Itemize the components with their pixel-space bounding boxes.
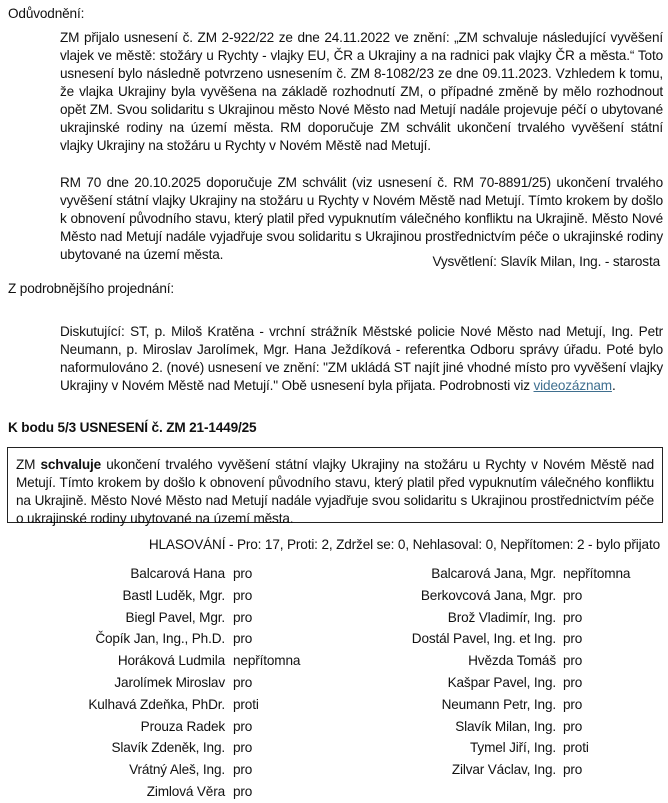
- member-vote: nepřítomna: [233, 653, 301, 669]
- member-name: Kulhavá Zdeňka, PhDr.: [88, 696, 225, 712]
- discussion-heading: Z podrobnějšího projednání:: [8, 281, 174, 296]
- resolution-text: ukončení trvalého vyvěšení státní vlajky Ukrajiny na stožáru u Rychty v Novém Městě nad Metují. Tímto krokem by došlo k obnovení původního stavu, který platil před vypuknutím válečného konfliktu na Ukrajině. Město Nové Město nad Metují nadále vyjadřuje svou solidaritu s Ukrajinou prostřednictvím péče o ukrajinské rodiny ubytované na území města.: [16, 457, 654, 526]
- resolution-title: K bodu 5/3 USNESENÍ č. ZM 21-1449/25: [8, 420, 257, 435]
- member-name: Tymel Jiří, Ing.: [470, 740, 556, 756]
- vote-row: [0, 674, 668, 692]
- member-name: Kašpar Pavel, Ing.: [447, 675, 556, 690]
- member-vote: pro: [563, 609, 583, 625]
- member-name: Vrátný Aleš, Ing.: [129, 762, 225, 778]
- member-vote: pro: [233, 762, 253, 778]
- discussion-text: Diskutující: ST, p. Miloš Kratěna - vrchní strážník Městské policie Nové Město nad Metují, Ing. Petr Neumann, p. Miroslav Jarolímek, Mgr. Hana Ježdíková - referentka Odboru správy úřadu. Poté bylo naformulováno 2. (nové) usnesení ve znění: "ZM ukládá ST najít jiné vhodné místo pro vyvěšení vlajky Ukrajiny v Novém Městě nad Metují." Obě usnesení byla přijata. Podrobnosti viz: [60, 324, 663, 393]
- member-name: Biegl Pavel, Mgr.: [125, 609, 225, 625]
- member-vote: proti: [233, 696, 259, 712]
- reasoning-paragraph-2: RM 70 dne 20.10.2025 doporučuje ZM schválit (viz usnesení č. RM 70-8891/25) ukončení trvalého vyvěšení státní vlajky Ukrajiny na stožáru u Rychty v Novém Městě nad Metují. Tímto krokem by došlo k obnovení původního stavu, který platil před vypuknutím válečného konfliktu na Ukrajině. Město Nové Město nad Metují nadále vyjadřuje svou solidaritu s Ukrajinou prostřednictvím péče o ukrajinské rodiny ubytované na území města.: [60, 175, 663, 262]
- member-name: Horáková Ludmila: [117, 653, 225, 669]
- member-vote: pro: [233, 609, 253, 625]
- member-vote: pro: [563, 653, 583, 669]
- member-name: Balcarová Jana, Mgr.: [431, 566, 556, 581]
- member-name: Bastl Luděk, Mgr.: [122, 587, 225, 603]
- member-name: Balcarová Hana: [130, 566, 225, 581]
- vote-row: [0, 587, 668, 605]
- vote-row: [0, 609, 668, 627]
- member-vote: pro: [563, 675, 583, 690]
- member-name: Berkovcová Jana, Mgr.: [420, 587, 556, 603]
- member-vote: pro: [233, 587, 253, 603]
- vote-row: [0, 652, 668, 670]
- vote-row: [0, 761, 668, 779]
- member-name: Prouza Radek: [140, 718, 225, 734]
- resolution-box: [7, 447, 663, 526]
- member-name: Dostál Pavel, Ing. et Ing.: [411, 631, 556, 647]
- discussion-end: .: [611, 378, 616, 393]
- reasoning-paragraph-1: ZM přijalo usnesení č. ZM 2-922/22 ze dne 24.11.2022 ve znění: „ZM schvaluje následující vyvěšení vlajek ve městě: stožáry u Rychty - vlajky EU, ČR a Ukrajiny a na radnici pak vlajky ČR a města.“ Toto usnesení bylo následně potvrzeno usnesením č. ZM 8-1082/23 ze dne 09.11.2023. Vzhledem k tomu, že vlajka Ukrajiny byla vyvěšena na základě rozhodnutí ZM, o případné změně by mělo rozhodnout opět ZM. Svou solidaritu s Ukrajinou město Nové Město nad Metují nadále projevuje péčí o ubytované ukrajinské rodiny na území města. RM doporučuje ZM schválit ukončení trvalého vyvěšení státní vlajky Ukrajiny na stožáru u Rychty v Novém Městě nad Metují.: [60, 30, 663, 153]
- vote-row: [0, 739, 668, 757]
- member-vote: pro: [233, 566, 253, 581]
- vote-row: [0, 783, 668, 801]
- video-recording-link[interactable]: videozáznam: [533, 378, 612, 393]
- vote-row: [0, 565, 668, 583]
- vote-row: [0, 630, 668, 648]
- vote-row: [0, 696, 668, 714]
- member-vote: pro: [233, 718, 253, 734]
- member-name: Hvězda Tomáš: [468, 653, 556, 669]
- vote-summary: HLASOVÁNÍ - Pro: 17, Proti: 2, Zdržel se: 0, Nehlasoval: 0, Nepřítomen: 2 - bylo přijato: [148, 537, 660, 552]
- resolution-subject: ZM: [16, 457, 36, 472]
- member-name: Brož Vladimír, Ing.: [447, 609, 556, 625]
- member-name: Neumann Petr, Ing.: [441, 696, 556, 712]
- discussion-paragraph: [60, 323, 663, 395]
- vote-row: [0, 718, 668, 736]
- member-name: Slavík Milan, Ing.: [455, 718, 556, 734]
- member-vote: nepřítomna: [563, 566, 631, 581]
- member-vote: pro: [563, 718, 583, 734]
- resolution-verb: schvaluje: [40, 457, 102, 472]
- member-vote: proti: [563, 740, 589, 756]
- member-vote: pro: [563, 631, 583, 647]
- member-vote: pro: [563, 587, 583, 603]
- member-vote: pro: [563, 696, 583, 712]
- member-name: Zilvar Václav, Ing.: [451, 762, 556, 778]
- member-vote: pro: [233, 784, 253, 799]
- member-name: Zimlová Věra: [146, 784, 225, 799]
- explanation-line: Vysvětlení: Slavík Milan, Ing. - starosta: [432, 254, 660, 269]
- member-name: Slavík Zdeněk, Ing.: [111, 740, 225, 756]
- member-vote: pro: [233, 740, 253, 756]
- member-name: Čopík Jan, Ing., Ph.D.: [95, 631, 225, 647]
- member-vote: pro: [233, 675, 253, 690]
- member-vote: pro: [563, 762, 583, 778]
- member-name: Jarolímek Miroslav: [114, 675, 225, 690]
- reasoning-heading: Odůvodnění:: [8, 6, 85, 21]
- member-vote: pro: [233, 631, 253, 647]
